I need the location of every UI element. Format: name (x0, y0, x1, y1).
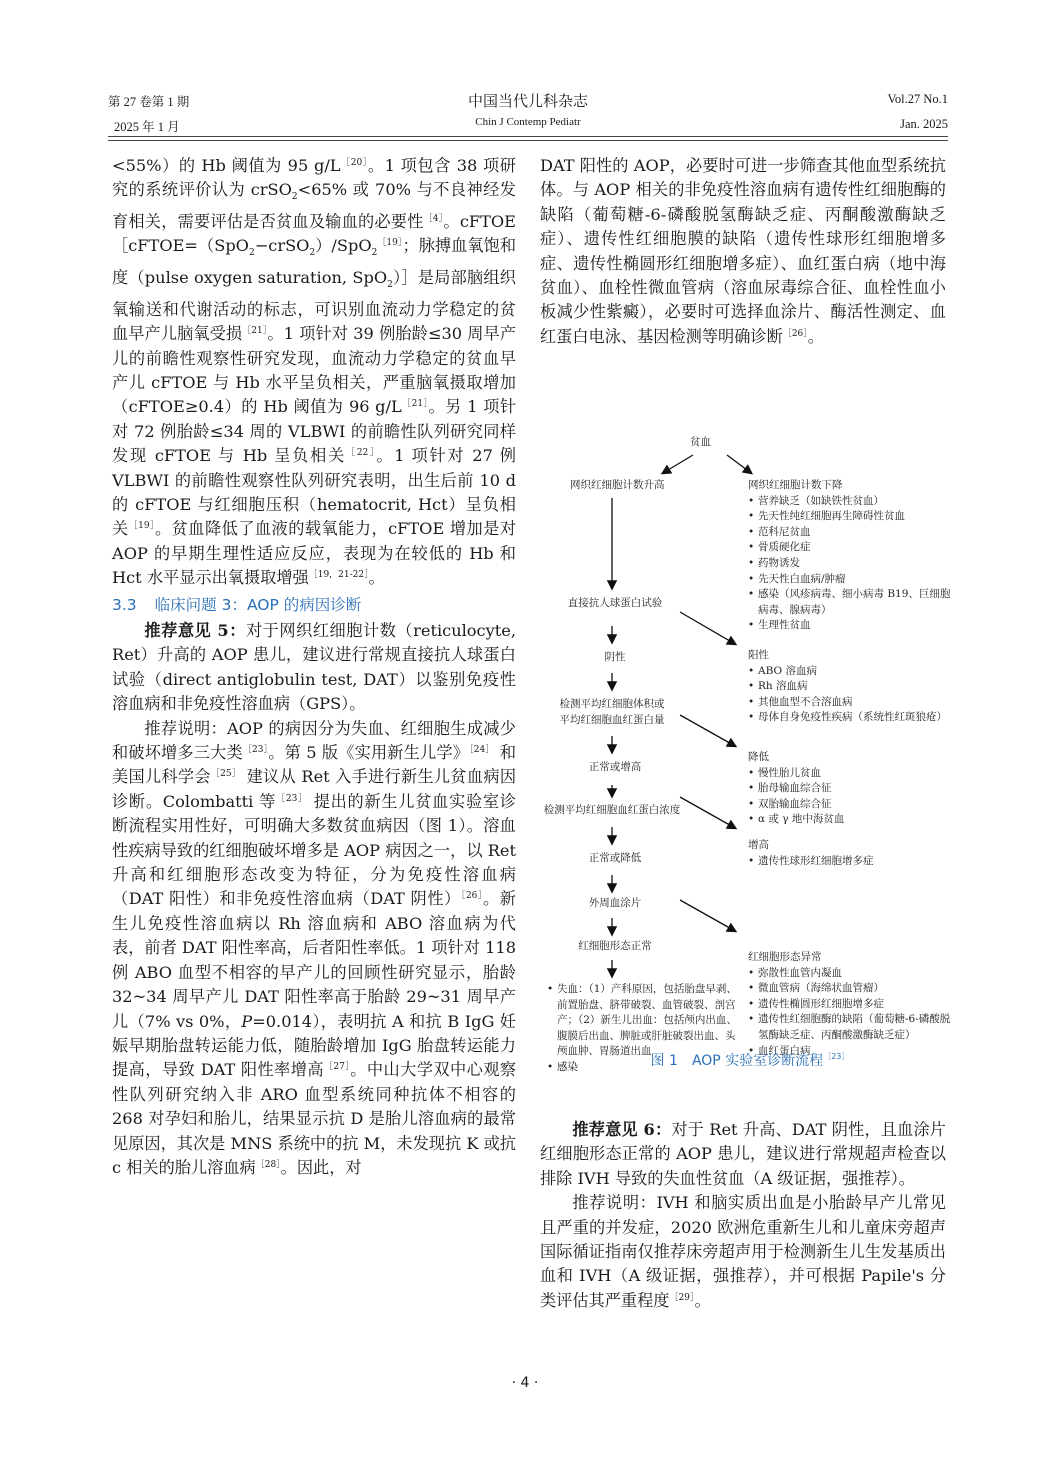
citation[interactable]: ［29］ (669, 1292, 695, 1303)
citation[interactable]: ［27］ (323, 1062, 351, 1073)
node-morph-abnormal: 红细胞形态异常 • 弥散性血管内凝血 • 微血管病（海绵状血管瘤） • 遗传性椭圆形红细胞增多症 • 遗传性红细胞酶的缺陷（葡萄糖-6-磷酸脱氢酶缺乏症、丙酮酸激酶缺乏症） • 血红蛋白病 (748, 950, 953, 1059)
citation[interactable]: ［23］ (823, 1052, 850, 1061)
citation[interactable]: ［22］ (346, 448, 377, 459)
node-dat-positive: 阳性 • ABO 溶血病 • Rh 溶血病 • 其他血型不合溶血病 • 母体自身免疫性疾病（系统性红斑狼疮） (748, 648, 947, 726)
recommendation-label: 推荐意见 5： (144, 621, 246, 641)
node-anemia: 贫血 (690, 436, 711, 448)
recommendation-6: 推荐意见 6：对于 Ret 升高、DAT 阴性，且血涂片红细胞形态正常的 AOP 患儿，建议进行常规超声检查以排除 IVH 导致的失血性贫血（A 级证据，强推荐）。 (540, 1120, 946, 1188)
paragraph-nonimmune: DAT 阳性的 AOP，必要时可进一步筛查其他血型系统抗体。与 AOP 相关的非免疫性溶血病有遗传性红细胞酶的缺陷（葡萄糖-6-磷酸脱氢酶缺乏症、丙酮酸激酶缺乏症）、遗传性红细胞膜的缺陷（遗传性球形红细胞增多症、遗传性椭圆形红细胞增多症）、血红蛋白病（地中海贫血）、血栓性微血管病（溶血尿毒综合征、血栓性血小板减少性紫癜），必要时可选择血涂片、酶活性测定、血红蛋白电泳、基因检测等明确诊断$^{[26]}$。 (540, 156, 946, 346)
citation[interactable]: ［24］ (469, 745, 495, 756)
node-mcv: 检测平均红细胞体积或 平均红细胞血红蛋白量 (559, 698, 665, 726)
node-mchc-normal-low: 正常或降低 (588, 852, 642, 864)
node-mcv-normal-high: 正常或增高 (588, 761, 642, 773)
page-number: · 4 · (511, 1375, 539, 1391)
header-divider (108, 136, 948, 141)
paragraph-cftoe: <55%）的 Hb 阈值为 95 g/L$^{[20]}$。1 项包含 38 项研究的系统评价认为 crSO$_2$<65% 或 70% 与不良神经发育相关，需要评估是否贫血及输血的必要性$^{[4]}$。cFTOE［cFTOE=（SpO$_2$−crSO$_2$）/SpO$_2^{[19]}$；脉搏血氧饱和度（pulse oxygen saturation, SpO$_2$）］是局部脑组织氧输送和代谢活动的标志，可识别血流动力学稳定的贫血早产儿脑氧受损$^{[21]}$。1 项针对 39 例胎龄≤30 周早产儿的前瞻性观察性研究发现，血流动力学稳定的贫血早产儿 cFTOE 与 Hb 水平呈负相关，严重脑氧摄取增加（cFTOE≥0.4）的 Hb 阈值为 96 g/L$^{[21]}$。另 1 项针对 72 例胎龄≤34 周的 VLBWI 的前瞻性队列研究同样发现 cFTOE 与 Hb 呈负相关$^{[22]}$。1 项针对 27 例 VLBWI 的前瞻性观察性队列研究表明，出生后前 10 d 的 cFTOE 与红细胞压积（hematocrit, Hct）呈负相关$^{[19]}$。贫血降低了血液的载氧能力，cFTOE 增加是对 AOP 的早期生理性适应反应，表现为在较低的 Hb 和 Hct 水平显示出氧摄取增强$^{[19,21-22]}$。 (112, 156, 517, 588)
section-heading (112, 593, 516, 617)
journal-title-cn: 中国当代儿科杂志 (467, 94, 588, 110)
node-ret-high: 网织红细胞计数升高 (570, 479, 665, 491)
node-mcv-low: 降低 • 慢性胎儿贫血 • 胎母输血综合征 • 双胎输血综合征 • α 或 γ 地中海贫血 (748, 750, 844, 828)
citation[interactable]: ［19］ (128, 521, 155, 532)
node-ret-low: 网织红细胞计数下降 • 营养缺乏（如缺铁性贫血） • 先天性纯红细胞再生障碍性贫血 • 范科尼贫血 • 骨质硬化症 • 药物诱发 • 先天性白血病/肿瘤 • 感染（风疹病毒、细小病毒 B19、巨细胞病毒、腺病毒） • 生理性贫血 (748, 478, 953, 634)
citation[interactable]: ［23］ (276, 793, 308, 804)
figure-1-flowchart (543, 430, 955, 1073)
citation[interactable]: ［4］ (423, 214, 444, 225)
volume-issue-cn: 第 27 卷第 1 期 (108, 95, 190, 109)
morph-normal-list: • 失血：（1）产科原因，包括胎盘早剥、前置胎盘、脐带破裂、血管破裂、剖宫产；（2）新生儿出血：包括颅内出血、腹膜后出血、脾脏或肝脏破裂出血、头颅血肿、胃肠道出血 • 感染 (547, 982, 737, 1076)
citation[interactable]: ［21］ (242, 326, 268, 337)
section-title: 临床问题 3：AOP 的病因诊断 (154, 595, 362, 614)
left-column (112, 154, 516, 1180)
node-mchc-high: 增高 • 遗传性球形红细胞增多症 (748, 838, 874, 869)
citation[interactable]: ［25］ (210, 769, 242, 780)
node-smear: 外周血涂片 (588, 897, 642, 909)
recommendation-5: 推荐意见 5：对于网织红细胞计数（reticulocyte, Ret）升高的 AOP 患儿，建议进行常规直接抗人球蛋白试验（direct antiglobulin test, DAT）以鉴别免疫性溶血病和非免疫性溶血病（GPS）。 (112, 621, 516, 714)
citation[interactable]: ［23］ (242, 745, 269, 756)
citation[interactable]: ［19，21-22］ (308, 570, 369, 581)
node-mchc: 检测平均红细胞血红蛋白浓度 (543, 804, 681, 816)
date-en: Jan. 2025 (900, 117, 948, 131)
right-column-bottom (540, 1118, 946, 1313)
journal-title-en: Chin J Contemp Pediatr (475, 116, 581, 128)
citation[interactable]: ［26］ (460, 891, 484, 902)
citation[interactable]: ［26］ (782, 328, 808, 339)
recommendation-label: 推荐意见 6： (572, 1120, 672, 1139)
paragraph-ivh: 推荐说明：IVH 和脑实质出血是小胎龄早产儿常见且严重的并发症，2020 欧洲危重新生儿和儿童床旁超声国际循证指南仅推荐床旁超声用于检测新生儿生发基质出血和 IVH（A 级证据，强推荐），并可根据 Papile's 分类评估其严重程度$^{[29]}$。 (540, 1193, 946, 1310)
figure-caption: 图 1 AOP 实验室诊断流程$^{[23]}$ (650, 1052, 850, 1069)
citation[interactable]: ［19］ (377, 238, 403, 249)
date-cn: 2025 年 1 月 (114, 120, 180, 134)
node-dat-negative: 阴性 (604, 651, 626, 663)
ret-low-list: • 营养缺乏（如缺铁性贫血） • 先天性纯红细胞再生障碍性贫血 • 范科尼贫血 • 骨质硬化症 • 药物诱发 • 先天性白血病/肿瘤 • 感染（风疹病毒、细小病毒 B19、巨细胞病毒、腺病毒） • 生理性贫血 (748, 494, 953, 634)
volume-issue-en: Vol.27 No.1 (887, 92, 948, 106)
right-column-top (540, 154, 946, 349)
citation[interactable]: ［28］ (255, 1159, 281, 1170)
citation[interactable]: ［21］ (401, 399, 429, 410)
node-dat: 直接抗人球蛋白试验 (567, 597, 663, 609)
paragraph-etiology: 推荐说明：AOP 的病因分为失血、红细胞生成减少和破坏增多三大类$^{[23]}$。第 5 版《实用新生儿学》$^{[24]}$ 和美国儿科学会$^{[25]}$ 建议从 Ret 入手进行新生儿贫血病因诊断。Colombatti 等$^{[23]}$ 提出的新生儿贫血实验室诊断流程实用性好，可明确大多数贫血病因（图 1）。溶血性疾病导致的红细胞破坏增多是 AOP 病因之一，以 Ret 升高和红细胞形态改变为特征，分为免疫性溶血病（DAT 阳性）和非免疫性溶血病（DAT 阴性）$^{[26]}$。新生儿免疫性溶血病以 Rh 溶血病和 ABO 溶血病为代表，前者 DAT 阳性率高，后者阳性率低。1 项针对 118 例 ABO 血型不相容的早产儿的回顾性研究显示，胎龄 32~34 周早产儿 DAT 阳性率高于胎龄 29~31 周早产儿（7% vs 0%，P=0.014），表明抗 A 和抗 B IgG 妊娠早期胎盘转运能力低，随胎龄增加 IgG 胎盘转运能力提高，导致 DAT 阳性率增高$^{[27]}$。中山大学双中心观察性队列研究纳入非 ARO 血型系统同种抗体不相容的 268 对孕妇和胎儿，结果显示抗 D 是胎儿溶血病的最常见原因，其次是 MNS 系统中的抗 M，未发现抗 K 或抗 c 相关的胎儿溶血病$^{[28]}$。因此，对 (112, 718, 517, 1177)
section-number: 3.3 (112, 595, 137, 614)
citation[interactable]: ［20］ (340, 158, 368, 168)
running-header (108, 92, 948, 136)
node-morph-normal: 红细胞形态正常 (578, 940, 652, 952)
